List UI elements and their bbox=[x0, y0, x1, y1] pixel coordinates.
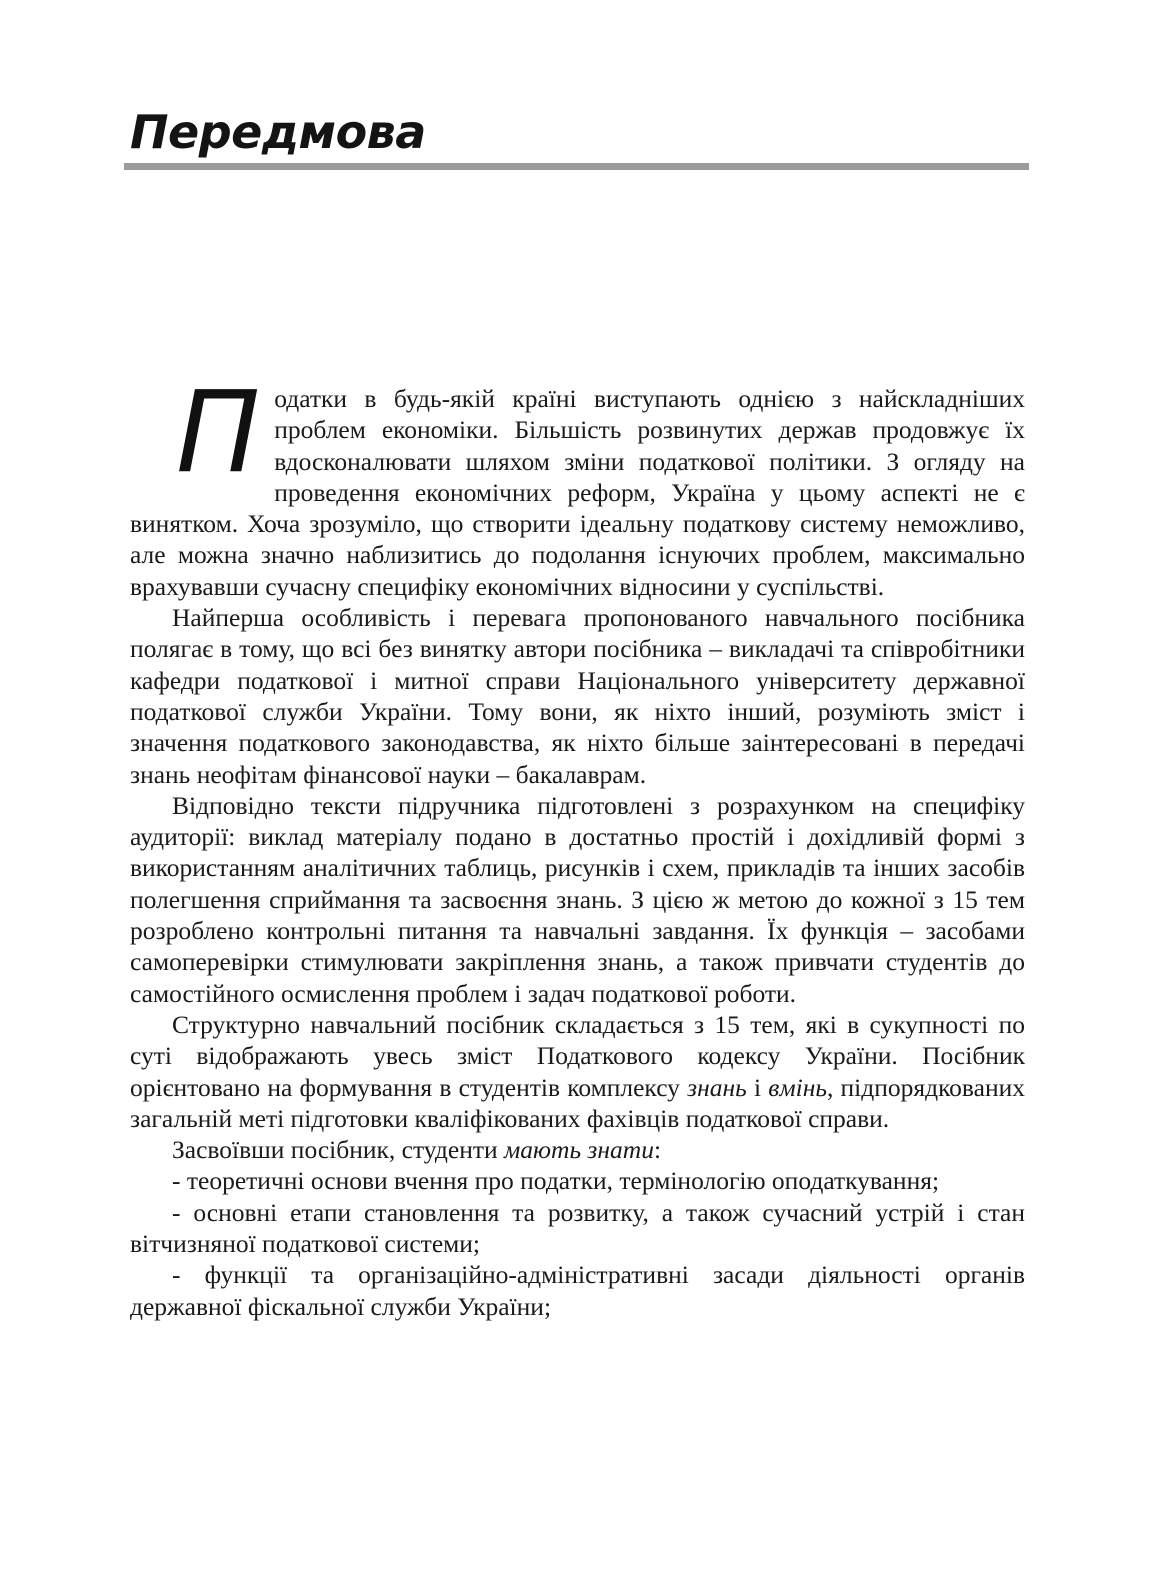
structure-tail: , підпорядкованих загальній меті підготовки кваліфікованих фахівців податкової справи. bbox=[130, 1072, 1026, 1133]
structure-conj: і bbox=[746, 1072, 769, 1102]
lead-colon: : bbox=[653, 1135, 662, 1165]
paragraph-structure bbox=[130, 1009, 1025, 1134]
emphasis-vmin: вмінь bbox=[768, 1072, 827, 1102]
intro-text: одатки в будь-якій країні виступають однією з найскладніших проблем економіки. Більшість розвинутих держав продовжує їх вдосконалювати шляхом зміни податкової політики. З огляду на проведення економічних реформ, Україна у цьому аспекті не є винятком. Хоча зрозуміло, що створити ідеальну податкову систему неможливо, але можна значно наблизитись до подолання існуючих проблем, максимально врахувавши сучасну специфіку економічних відносини у суспільстві. bbox=[130, 384, 1025, 601]
paragraph-authors: Найперша особливість і перевага пропонованого навчального посібника полягає в тому, що всі без винятку автори посібника – викладачі та співробітники кафедри податкової і митної справи Національного університету державної податкової служби України. Тому вони, як ніхто інший, розуміють зміст і значення податкового законодавства, як ніхто більше заінтересовані в передачі знань неофітам фінансової науки – бакалаврам. bbox=[130, 603, 1025, 789]
emphasis-znan: знань bbox=[687, 1072, 747, 1102]
paragraph-method: Відповідно тексти підручника підготовлені з розрахунком на специфіку аудиторії: виклад матеріалу подано в достатньо простій і дохідливій формі з використанням аналітичних таблиць, рисунків і схем, прикладів та інших засобів полегшення сприймання та засвоєння знань. З цією ж метою до кожної з 15 тем розроблено контрольні питання та навчальні завдання. Їх функція – засобами самоперевірки стимулювати закріплення знань, а також привчати студентів до самостійного осмислення проблем і задач податкової роботи. bbox=[130, 790, 1025, 1008]
list-item: - теоретичні основи вчення про податки, термінологію оподаткування; bbox=[172, 1166, 940, 1196]
structure-text: Структурно навчальний посібник складається з 15 тем, які в сукупності по суті відображають увесь зміст Податкового кодексу України. Посібник орієнтовано на формування в студентів комплексу bbox=[130, 1009, 1025, 1102]
lead-text: Засвоївши посібник, студенти bbox=[172, 1135, 505, 1165]
drop-cap: П bbox=[176, 368, 261, 498]
emphasis-must-know: мають знати bbox=[504, 1135, 654, 1165]
list-item: - функції та організаційно-адміністративні засади діяльності органів державної фіскальної служби України; bbox=[130, 1260, 1025, 1321]
title-underline bbox=[124, 163, 1029, 170]
page-title: Передмова bbox=[130, 105, 426, 159]
preface-body bbox=[130, 368, 1026, 1322]
intro-paragraph bbox=[130, 368, 1025, 602]
paragraph-lead bbox=[130, 1134, 1025, 1165]
list-item: - основні етапи становлення та розвитку, а також сучасний устрій і стан вітчизняної податкової системи; bbox=[130, 1197, 1025, 1259]
